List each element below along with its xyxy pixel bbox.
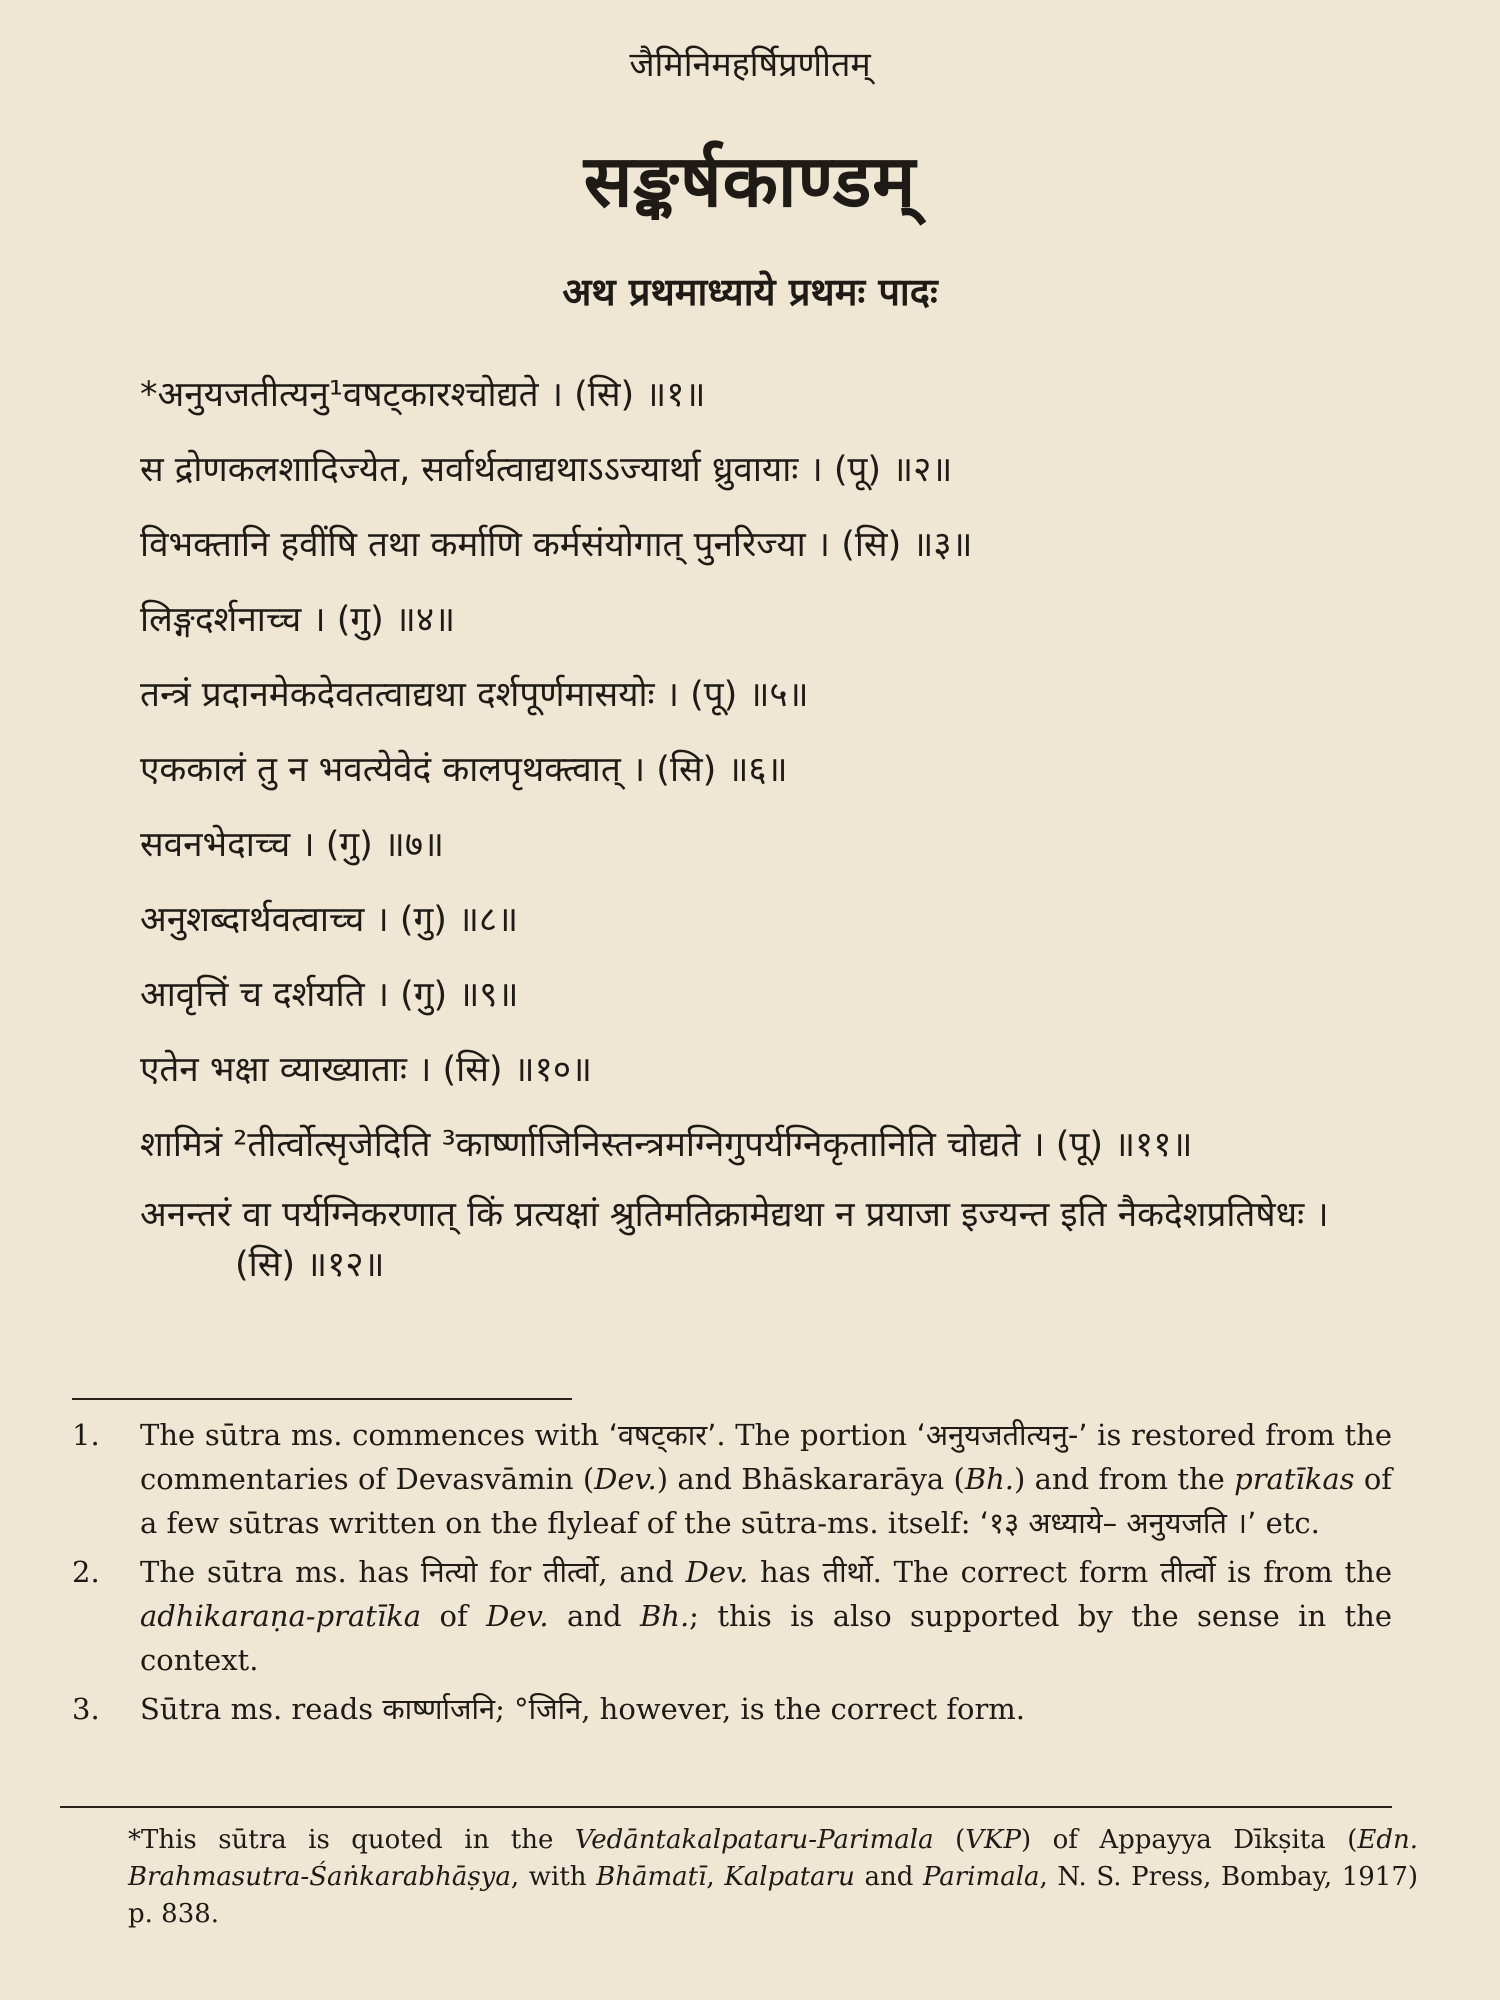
text-span: , N. S. Press, Bombay, 1917) p. 838. (128, 1862, 1419, 1929)
sutra-list (140, 370, 1390, 1315)
text-span: ( (933, 1825, 966, 1855)
sutra-6: एककालं तु न भवत्येवेदं कालपृथक्त्वात् । (सि) ॥६॥ (140, 750, 788, 790)
footnote-text (140, 1687, 1392, 1731)
star-note-divider (60, 1806, 1392, 1808)
footnote-text (140, 1413, 1392, 1545)
footnote-1 (72, 1413, 1392, 1545)
text-span: is from the (1215, 1555, 1392, 1589)
sutra-2: स द्रोणकलशादिज्येत, सर्वार्थत्वाद्यथाऽऽज्यार्था ध्रुवायाः । (पू) ॥२॥ (140, 450, 953, 490)
text-span: The sūtra ms. has (140, 1555, 422, 1589)
devanagari-term: तीर्त्वो (1160, 1555, 1216, 1589)
sutra-5: तन्त्रं प्रदानमेकदेवतत्वाद्यथा दर्शपूर्णमासयोः । (पू) ॥५॥ (140, 675, 809, 715)
text-span: , and (598, 1555, 686, 1589)
devanagari-term: ‘वषट्कार’ (608, 1418, 717, 1452)
devanagari-term: नित्यो (421, 1555, 478, 1589)
footnote-divider (72, 1398, 572, 1400)
devanagari-term: °जिनि (514, 1692, 582, 1726)
sutra-12: अनन्तरं वा पर्यग्निकरणात् किं प्रत्यक्षां श्रुतिमतिक्रामेद्यथा न प्रयाजा इज्यन्त इति नैकदेशप्रतिषेधः । (सि) ॥१२॥ (140, 1195, 1329, 1285)
footnote-text (140, 1550, 1392, 1682)
devanagari-term: कार्ष्णाजनि (382, 1692, 496, 1726)
author-line: जैमिनिमहर्षिप्रणीतम् (629, 45, 871, 85)
devanagari-term: तीर्त्वो (542, 1555, 599, 1589)
devanagari-term: ‘अनुयजतीत्यनु-’ (916, 1418, 1088, 1452)
text-span: is restored from the commentaries of Devasvāmin ( (140, 1418, 1392, 1496)
italic-term: Dev. (486, 1599, 549, 1633)
sutra-9: आवृत्तिं च दर्शयति । (गु) ॥९॥ (140, 975, 519, 1015)
text-span: ; this is also supported by the sense in the context. (140, 1599, 1393, 1677)
footnote-3 (72, 1687, 1392, 1731)
italic-term: pratīkas (1234, 1462, 1355, 1496)
text-span: and (548, 1599, 640, 1633)
text-span: ) and from the (1014, 1462, 1235, 1496)
text-span: ) and Bhāskararāya ( (656, 1462, 965, 1496)
italic-term: Bh. (964, 1462, 1015, 1496)
text-span: of (421, 1599, 487, 1633)
italic-term: VKP (965, 1825, 1021, 1855)
text-span: , however, is the correct form. (581, 1692, 1026, 1726)
sutra-4: लिङ्गदर्शनाच्च । (गु) ॥४॥ (140, 600, 456, 640)
text-span: The sūtra ms. commences with (140, 1418, 609, 1452)
text-span: and (854, 1862, 923, 1892)
sutra-10: एतेन भक्षा व्याख्याताः । (सि) ॥१०॥ (140, 1050, 593, 1090)
footnote-number: 3. (72, 1692, 100, 1726)
text-span: ) of Appayya Dīkṣita ( (1020, 1825, 1358, 1855)
italic-term: Vedāntakalpataru-Parimala (574, 1825, 934, 1855)
section-heading: अथ प्रथमाध्याये प्रथमः पादः (562, 270, 938, 314)
text-span: etc. (1256, 1506, 1320, 1540)
italic-term: adhikaraṇa-pratīka (140, 1599, 422, 1633)
footnotes (72, 1413, 1392, 1736)
text-span: ; (495, 1692, 515, 1726)
italic-term: Parimala (922, 1862, 1040, 1892)
footnote-2 (72, 1550, 1392, 1682)
italic-term: Dev. (685, 1555, 749, 1589)
sutra-7: सवनभेदाच्च । (गु) ॥७॥ (140, 825, 445, 865)
sutra-8: अनुशब्दार्थवत्वाच्च । (गु) ॥८॥ (140, 900, 519, 940)
footnote-number: 1. (72, 1418, 100, 1452)
text-span: for (477, 1555, 543, 1589)
devanagari-term: ‘१३ अध्याये– अनुयजति ।’ (979, 1506, 1257, 1540)
italic-term: Edn. Brahmasutra-Śaṅkarabhāṣya (128, 1825, 1419, 1892)
italic-term: Bhāmatī (596, 1862, 707, 1892)
italic-term: Kalpataru (724, 1862, 855, 1892)
text-span: , (706, 1862, 725, 1892)
sutra-3: विभक्तानि हवींषि तथा कर्माणि कर्मसंयोगात् पुनरिज्या । (सि) ॥३॥ (140, 525, 973, 565)
text-span: Sūtra ms. reads (140, 1692, 383, 1726)
sutra-1: *अनुयजतीत्यनु¹वषट्कारश्चोद्यते । (सि) ॥१॥ (140, 375, 706, 415)
sutra-11: शामित्रं ²तीर्त्वोत्सृजेदिति ³कार्ष्णाजिनिस्तन्त्रमग्निगुपर्यग्निकृतानिति चोद्यते । (पू) ॥११॥ (140, 1125, 1193, 1165)
text-span: has (748, 1555, 823, 1589)
text-span: *This sūtra is quoted in the (128, 1825, 575, 1855)
star-footnote (88, 1822, 1418, 1933)
text-span: . The correct form (872, 1555, 1161, 1589)
text-span: , with (510, 1862, 597, 1892)
italic-term: Bh. (639, 1599, 690, 1633)
italic-term: Dev. (594, 1462, 657, 1496)
text-span: . The portion (716, 1418, 917, 1452)
devanagari-term: तीर्थो (822, 1555, 873, 1589)
text-span: of a few sūtras written on the flyleaf of the sūtra-ms. itself: (140, 1462, 1393, 1540)
footnote-number: 2. (72, 1555, 100, 1589)
page-title: सङ्कर्षकाण्डम् (583, 139, 917, 223)
